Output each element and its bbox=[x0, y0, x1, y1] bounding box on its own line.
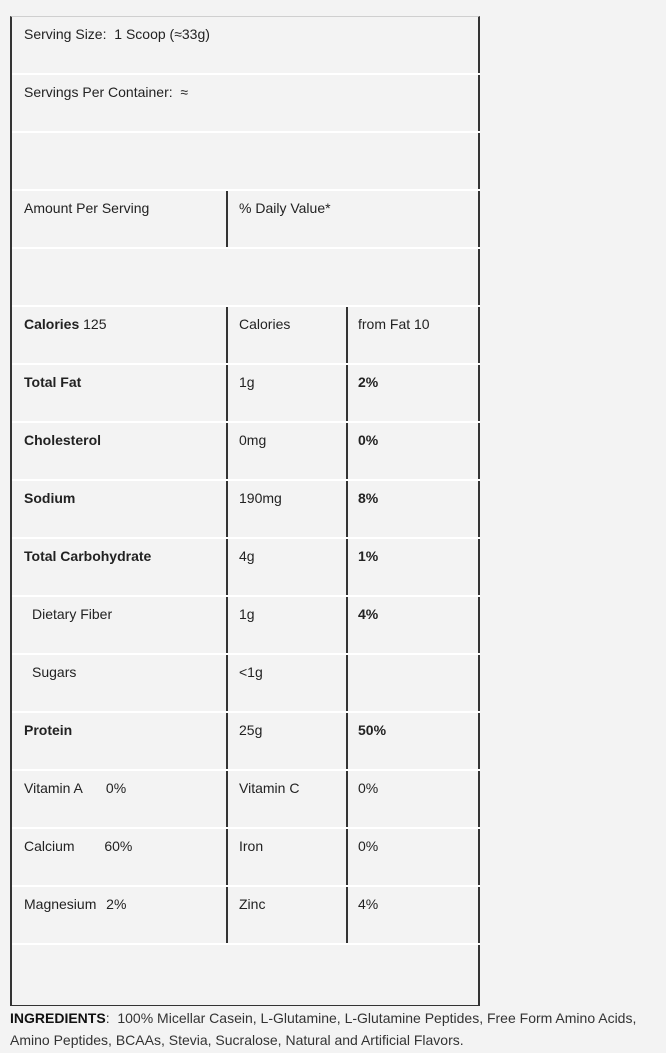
nutrient-daily-value: 1% bbox=[346, 539, 378, 595]
ingredients-text: 100% Micellar Casein, L-Glutamine, L-Glutamine Peptides, Free Form Amino Acids, Amino Peptides, BCAAs, Stevia, Sucralose, Natural and Artificial Flavors. bbox=[10, 1010, 637, 1048]
vitamin-value: 0% bbox=[105, 780, 127, 796]
vitamin-row-calcium-iron bbox=[12, 829, 480, 887]
nutrient-name: Total Fat bbox=[24, 374, 82, 390]
empty-row bbox=[12, 249, 480, 307]
ingredients-label: INGREDIENTS bbox=[10, 1010, 106, 1026]
amount-header-row bbox=[12, 191, 480, 249]
nutrient-daily-value: 2% bbox=[346, 365, 378, 421]
vitamin-value-right: 4% bbox=[346, 887, 378, 943]
nutrient-name: Sugars bbox=[32, 664, 77, 680]
vitamin-name: Calcium bbox=[24, 838, 75, 854]
nutrient-daily-value bbox=[346, 655, 358, 711]
nutrient-row-total-fat bbox=[12, 365, 480, 423]
serving-size-row bbox=[12, 17, 480, 75]
nutrition-facts-panel bbox=[10, 16, 480, 1006]
nutrient-row-dietary-fiber bbox=[12, 597, 480, 655]
calories-value: 125 bbox=[83, 316, 107, 332]
vitamin-left bbox=[24, 771, 126, 827]
vitamin-name-right: Zinc bbox=[226, 887, 346, 943]
vitamin-row-magnesium-zinc bbox=[12, 887, 480, 945]
servings-per-container-value: ≈ bbox=[180, 84, 189, 100]
vitamin-name: Vitamin A bbox=[24, 780, 83, 796]
serving-size-label: Serving Size: bbox=[24, 26, 107, 42]
vitamin-value: 2% bbox=[106, 896, 127, 912]
vitamin-value: 60% bbox=[104, 838, 133, 854]
servings-per-container-label: Servings Per Container: bbox=[24, 84, 173, 100]
nutrient-daily-value: 4% bbox=[346, 597, 378, 653]
nutrient-amount: 1g bbox=[226, 365, 346, 421]
ingredients: INGREDIENTS: 100% Micellar Casein, L-Glutamine, L-Glutamine Peptides, Free Form Amino Acids, Amino Peptides, BCAAs, Stevia, Sucralose, Natural and Artificial Flavors. bbox=[10, 1010, 637, 1048]
daily-value-label: % Daily Value* bbox=[226, 191, 482, 247]
empty-row bbox=[12, 945, 480, 1003]
nutrient-name: Cholesterol bbox=[24, 432, 102, 448]
nutrient-row-sodium bbox=[12, 481, 480, 539]
servings-per-container bbox=[24, 75, 188, 131]
vitamin-name-right: Vitamin C bbox=[226, 771, 346, 827]
nutrient-amount: <1g bbox=[226, 655, 346, 711]
calories-from-fat: from Fat 10 bbox=[346, 307, 430, 363]
empty-row bbox=[12, 133, 480, 191]
nutrient-amount: 4g bbox=[226, 539, 346, 595]
nutrient-name: Total Carbohydrate bbox=[24, 548, 152, 564]
amount-per-serving-label: Amount Per Serving bbox=[24, 200, 150, 216]
nutrient-daily-value: 8% bbox=[346, 481, 378, 537]
nutrient-amount: 0mg bbox=[226, 423, 346, 479]
calories-row bbox=[12, 307, 480, 365]
vitamin-value-right: 0% bbox=[346, 771, 378, 827]
nutrient-row-total-carbohydrate bbox=[12, 539, 480, 597]
serving-size-value: 1 Scoop (≈33g) bbox=[114, 26, 210, 42]
vitamin-name-right: Iron bbox=[226, 829, 346, 885]
nutrient-row-cholesterol bbox=[12, 423, 480, 481]
nutrient-amount: 25g bbox=[226, 713, 346, 769]
calories-cell bbox=[24, 307, 107, 363]
vitamin-left bbox=[24, 829, 132, 885]
calories-mid-label: Calories bbox=[226, 307, 346, 363]
vitamin-left bbox=[24, 887, 126, 943]
nutrient-daily-value: 0% bbox=[346, 423, 378, 479]
nutrient-daily-value: 50% bbox=[346, 713, 386, 769]
nutrient-row-protein bbox=[12, 713, 480, 771]
vitamin-value-right: 0% bbox=[346, 829, 378, 885]
servings-per-container-row bbox=[12, 75, 480, 133]
calories-label: Calories bbox=[24, 316, 80, 332]
nutrient-amount: 1g bbox=[226, 597, 346, 653]
nutrient-amount: 190mg bbox=[226, 481, 346, 537]
serving-size bbox=[24, 17, 210, 73]
nutrient-name: Dietary Fiber bbox=[32, 606, 113, 622]
vitamin-name: Magnesium bbox=[24, 896, 97, 912]
nutrient-name: Sodium bbox=[24, 490, 76, 506]
nutrient-row-sugars bbox=[12, 655, 480, 713]
vitamin-row-a-c bbox=[12, 771, 480, 829]
nutrient-name: Protein bbox=[24, 722, 73, 738]
